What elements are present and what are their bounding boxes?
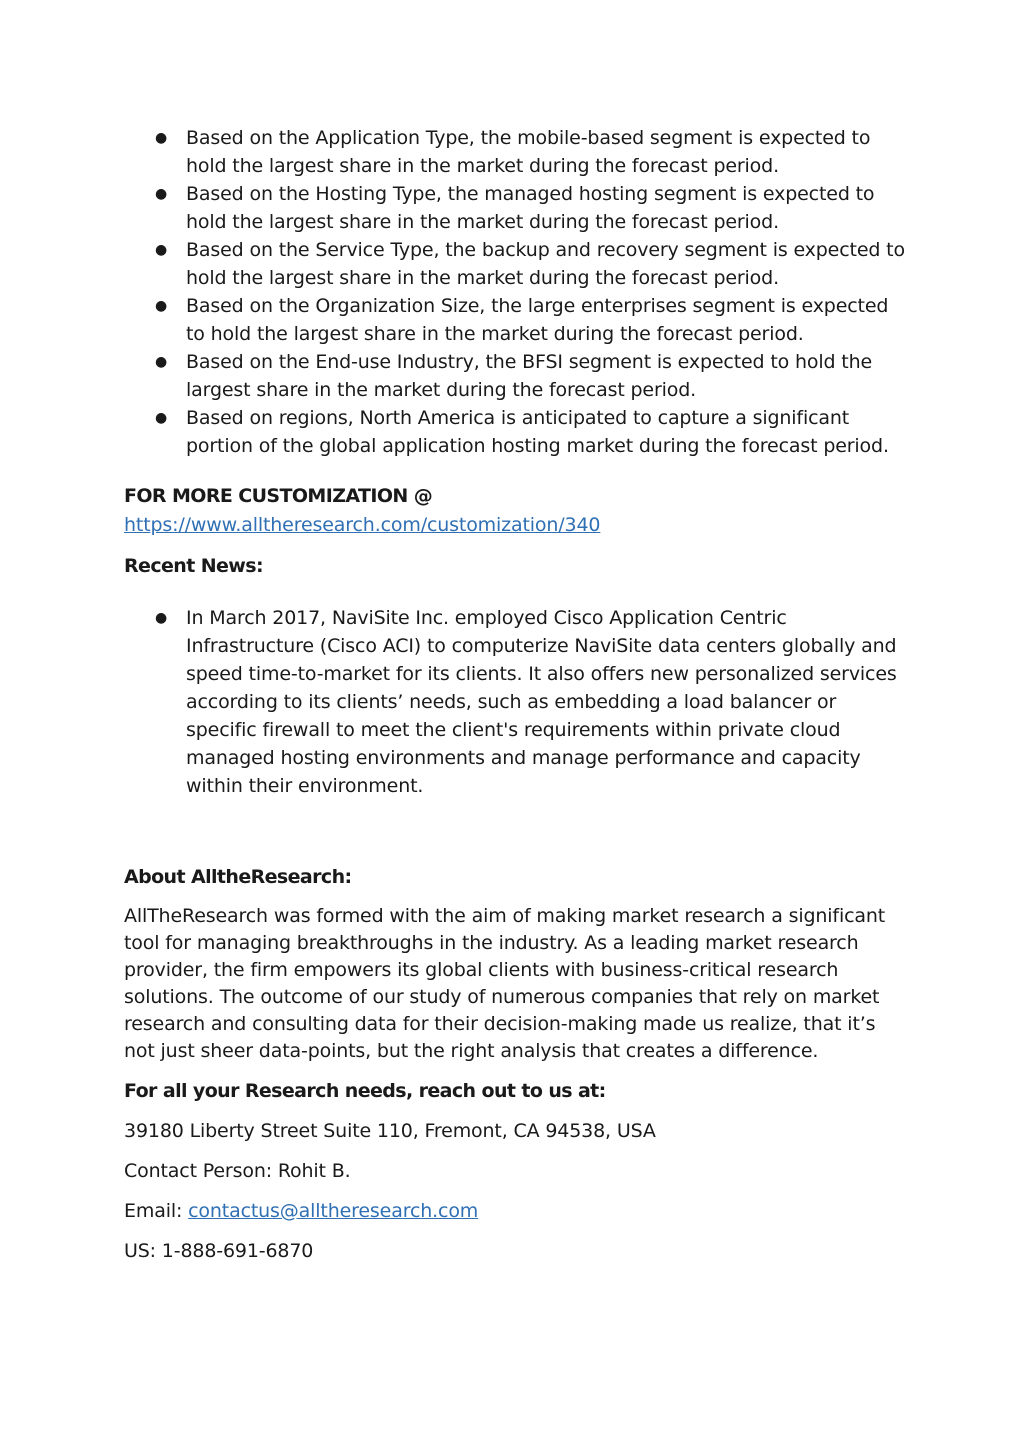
list-item — [124, 236, 906, 292]
about-heading: About AlltheResearch: — [124, 866, 352, 888]
bullet-icon: ● — [155, 410, 168, 426]
bullet-icon: ● — [155, 354, 168, 370]
bullet-icon: ● — [155, 610, 168, 626]
contact-heading: For all your Research needs, reach out to us at: — [124, 1080, 606, 1102]
highlight-text: Based on the Hosting Type, the managed hosting segment is expected to hold the largest share in the market during the forecast period. — [186, 183, 875, 233]
highlight-text: Based on regions, North America is anticipated to capture a significant portion of the global application hosting market during the forecast period. — [186, 407, 889, 457]
about-paragraph: AllTheResearch was formed with the aim of making market research a significant tool for managing breakthroughs in the industry. As a leading market research provider, the firm empowers its global clients with business-critical research solutions. The outcome of our study of numerous companies that rely on market research and consulting data for their decision-making made us realize, that it’s not just sheer data-points, but the right analysis that creates a difference. — [124, 905, 886, 1062]
email-link[interactable]: contactus@alltheresearch.com — [188, 1200, 479, 1222]
customization-line — [124, 482, 903, 540]
contact-address: 39180 Liberty Street Suite 110, Fremont, CA 94538, USA — [124, 1120, 656, 1142]
contact-email-line — [124, 1197, 903, 1225]
bullet-icon: ● — [155, 130, 168, 146]
customization-label: FOR MORE CUSTOMIZATION @ — [124, 485, 433, 507]
bullet-icon: ● — [155, 186, 168, 202]
contact-person: Contact Person: Rohit B. — [124, 1160, 351, 1182]
list-item — [124, 348, 906, 404]
bullet-icon: ● — [155, 242, 168, 258]
highlights-list — [124, 124, 903, 460]
list-item — [124, 604, 906, 800]
news-text: In March 2017, NaviSite Inc. employed Cisco Application Centric Infrastructure (Cisco ACI) to computerize NaviSite data centers globally and speed time-to-market for its clients. It also offers new personalized services according to its clients’ needs, such as embedding a load balancer or specific firewall to meet the client's requirements within private cloud managed hosting environments and manage performance and capacity within their environment. — [186, 607, 897, 797]
email-label: Email: — [124, 1200, 189, 1222]
list-item — [124, 292, 906, 348]
list-item — [124, 124, 906, 180]
recent-news-heading: Recent News: — [124, 555, 263, 577]
highlight-text: Based on the Organization Size, the large enterprises segment is expected to hold the largest share in the market during the forecast period. — [186, 295, 889, 345]
customization-link[interactable]: https://www.alltheresearch.com/customization/340 — [124, 514, 601, 536]
highlight-text: Based on the Service Type, the backup and recovery segment is expected to hold the largest share in the market during the forecast period. — [186, 239, 905, 289]
list-item — [124, 180, 906, 236]
list-item — [124, 404, 906, 460]
highlight-text: Based on the Application Type, the mobile-based segment is expected to hold the largest share in the market during the forecast period. — [186, 127, 871, 177]
highlight-text: Based on the End-use Industry, the BFSI segment is expected to hold the largest share in the market during the forecast period. — [186, 351, 873, 401]
bullet-icon: ● — [155, 298, 168, 314]
news-list — [124, 604, 903, 800]
contact-phone: US: 1-888-691-6870 — [124, 1240, 314, 1262]
